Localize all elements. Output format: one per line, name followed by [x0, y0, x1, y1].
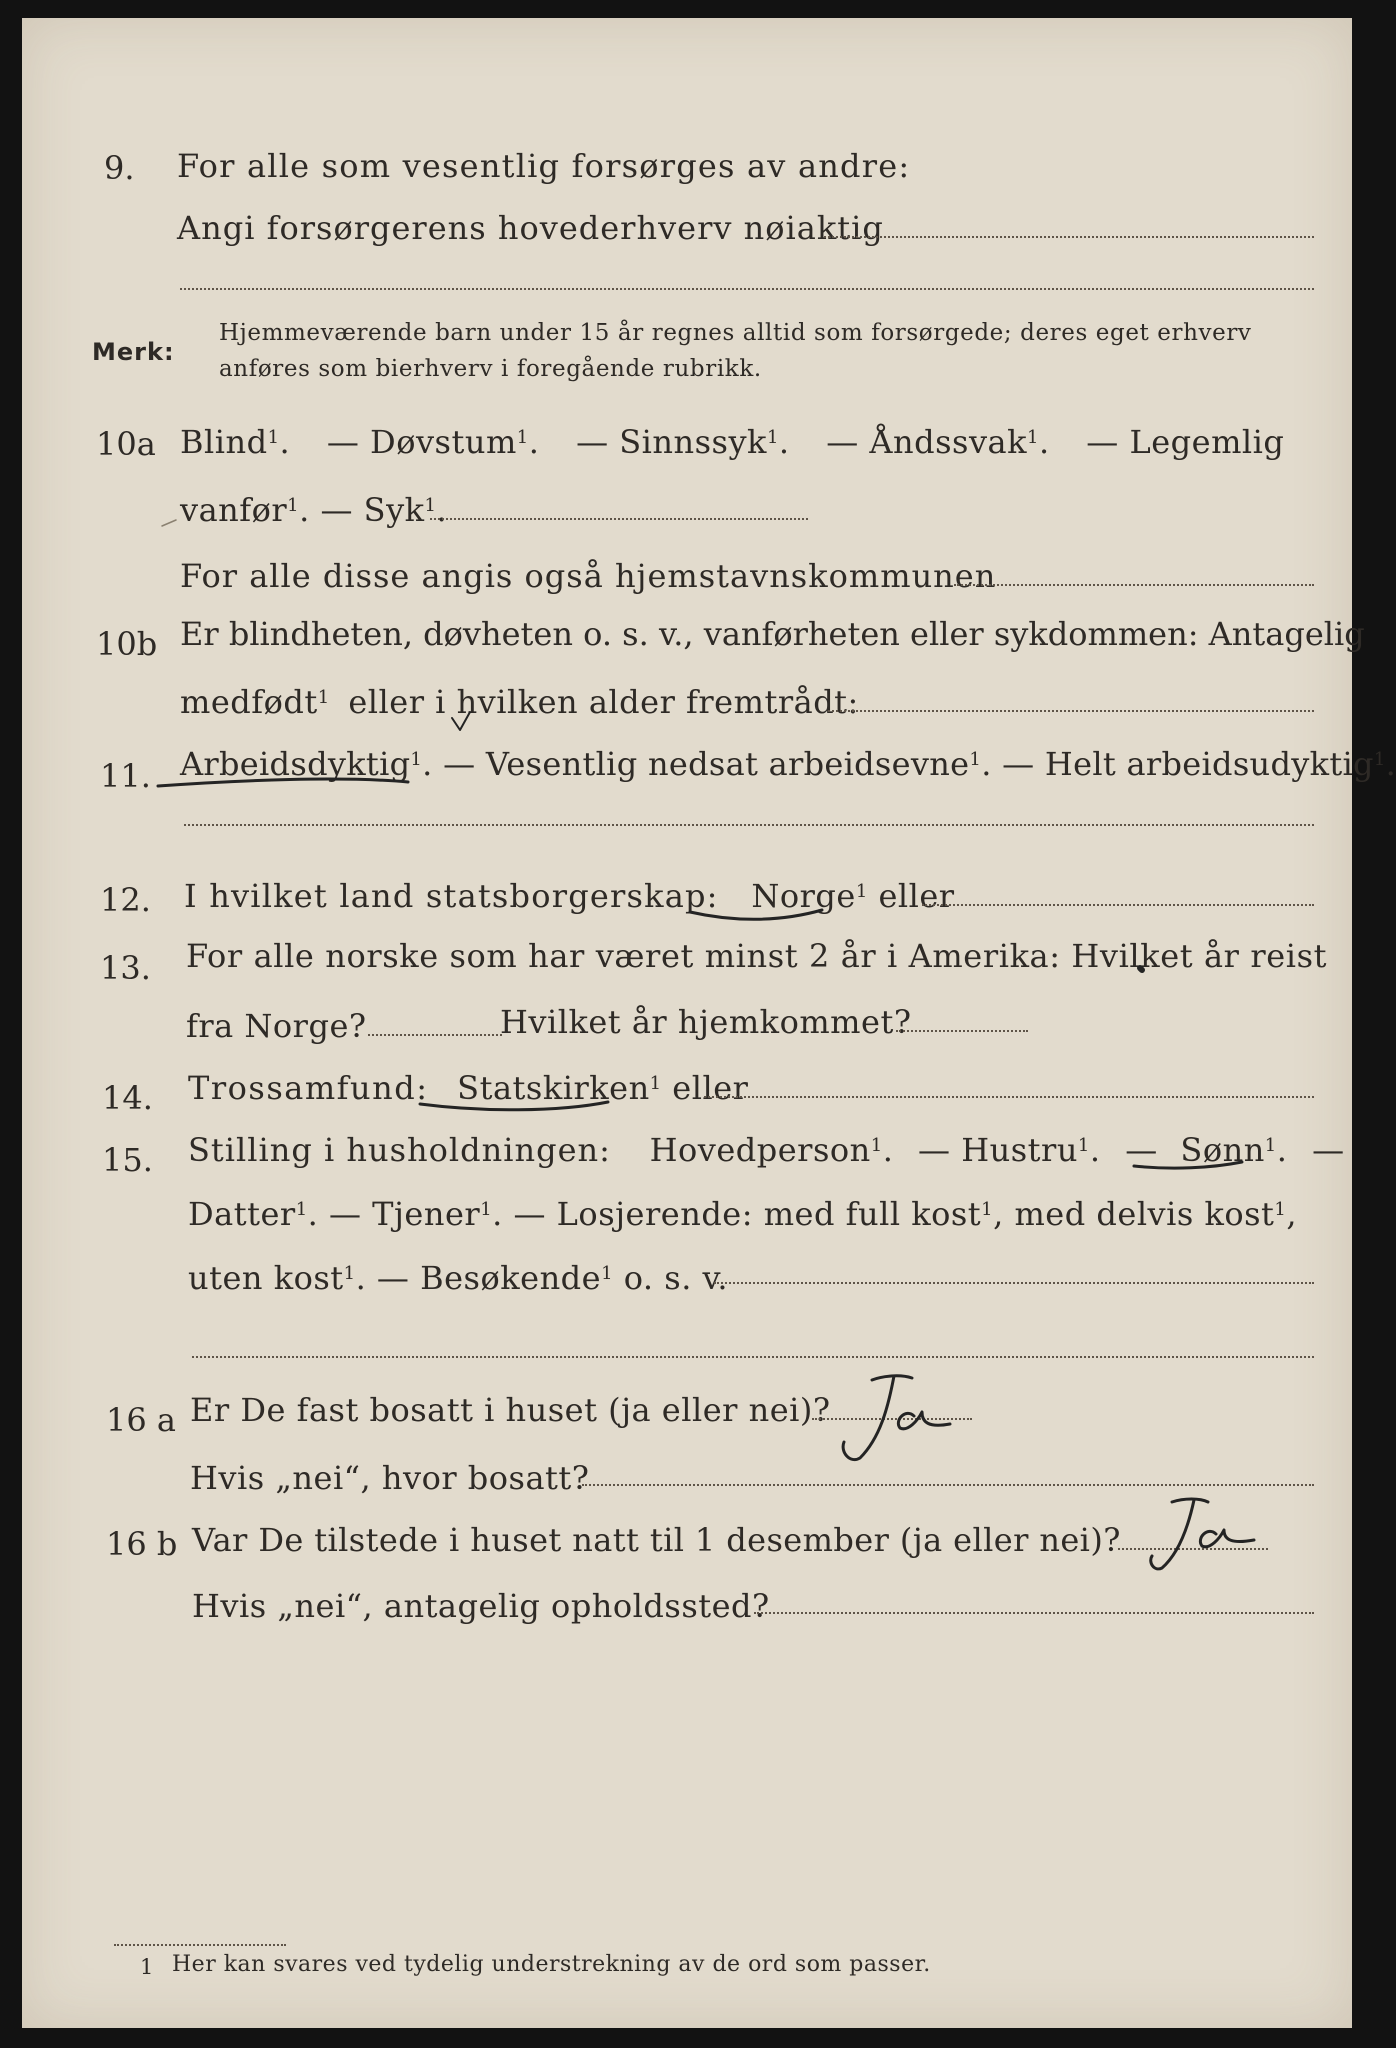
option-datter: Datter — [188, 1195, 296, 1233]
ink-stroke — [162, 520, 176, 526]
q10a-line2: vanfør$^1$. — Syk$^1$. — [180, 491, 448, 529]
q10a-line1: Blind$^1$. — Døvstum$^1$. — Sinnssyk$^1$. — Åndssvak$^1$. — Legemlig — [180, 423, 1285, 461]
q10b-line1: Er blindheten, døvheten o. s. v., vanførheten eller sykdommen: Antagelig — [180, 615, 1365, 653]
q12-line: I hvilket land statsborgerskap: Norge$^1$ eller — [184, 877, 955, 915]
footnote-text: Her kan svares ved tydelig understrekning av de ord som passer. — [172, 1952, 931, 1977]
option-legemlig: — Legemlig — [1086, 423, 1285, 461]
answer-16b-ja — [1151, 1499, 1254, 1569]
q15-line2: Datter$^1$. — Tjener$^1$. — Losjerende: med full kost$^1$, med delvis kost$^1$, — [188, 1195, 1298, 1233]
option-hovedperson: Hovedperson — [649, 1131, 871, 1169]
merk-line1: Hjemmeværende barn under 15 år regnes alltid som forsørgede; deres eget erhverv — [219, 320, 1252, 346]
q11-line1: Arbeidsdyktig$^1$. — Vesentlig nedsat arbeidsevne$^1$. — Helt arbeidsudyktig$^1$. — [180, 745, 1396, 783]
underline-arbeidsdyktig — [158, 779, 408, 786]
q13-line2b: Hvilket år hjemkommet? — [500, 1003, 912, 1041]
underline-statskirken — [420, 1102, 608, 1110]
q9-line2: Angi forsørgerens hovederhverv nøiaktig — [177, 209, 884, 247]
q10a-line3: For alle disse angis også hjemstavnskommunen — [180, 557, 997, 595]
q13-line2a: fra Norge? — [186, 1007, 367, 1045]
option-nedsat: — Vesentlig nedsat arbeidsevne — [443, 745, 970, 783]
ink-dot — [1140, 968, 1142, 970]
q14-eller: eller — [672, 1069, 749, 1107]
option-blind: Blind — [180, 423, 268, 461]
q12-number: 12. — [100, 881, 151, 919]
option-sonn: Sønn — [1180, 1131, 1265, 1169]
option-losjerende: — Losjerende: med full kost — [513, 1195, 982, 1233]
q9-number: 9. — [104, 149, 135, 187]
option-syk: — Syk — [320, 491, 425, 529]
underline-sonn — [1134, 1162, 1242, 1168]
q15-question: Stilling i husholdningen: — [188, 1131, 611, 1169]
q13-number: 13. — [100, 949, 151, 987]
q14-number: 14. — [102, 1079, 153, 1117]
underline-norge — [690, 910, 822, 919]
q10b-question: eller i hvilken alder fremtrådt: — [348, 683, 859, 721]
merk-label: Merk: — [92, 338, 175, 366]
q12-question: I hvilket land statsborgerskap: — [184, 877, 719, 915]
footnote-mark: 1 — [140, 1955, 154, 1979]
option-hustru: — Hustru — [918, 1131, 1078, 1169]
q16a-line2: Hvis „nei“, hvor bosatt? — [190, 1459, 590, 1497]
option-uten-kost: uten kost — [188, 1259, 344, 1297]
q15-number: 15. — [102, 1141, 153, 1179]
q15-osv: o. s. v. — [623, 1259, 728, 1297]
q16b-line1: Var De tilstede i huset natt til 1 desember (ja eller nei)? — [192, 1521, 1121, 1559]
q10b-line2: medfødt$^1$ eller i hvilken alder fremtrådt: — [180, 683, 859, 721]
q14-question: Trossamfund: — [188, 1069, 429, 1107]
option-andssvak: — Åndssvak — [826, 423, 1027, 461]
q9-line1: For alle som vesentlig forsørges av andre: — [177, 147, 911, 185]
option-sinnssyk: — Sinnssyk — [576, 423, 767, 461]
option-vanfor: vanfør — [180, 491, 288, 529]
q10a-number: 10a — [96, 425, 156, 463]
merk-line2: anføres som bierhverv i foregående rubrikk. — [219, 356, 762, 382]
option-statskirken: Statskirken — [457, 1069, 650, 1107]
q16b-number: 16 b — [106, 1525, 178, 1563]
option-udyktig: — Helt arbeidsudyktig — [1002, 745, 1374, 783]
q12-eller: eller — [878, 877, 955, 915]
option-delvis-kost: , med delvis kost — [993, 1195, 1275, 1233]
option-dovstum: — Døvstum — [326, 423, 517, 461]
q14-line: Trossamfund: Statskirken$^1$ eller — [188, 1069, 749, 1107]
q16a-number: 16 a — [106, 1401, 176, 1439]
q15-line1: Stilling i husholdningen: Hovedperson$^1$. — Hustru$^1$. — Sønn$^1$. — — [188, 1131, 1345, 1169]
option-arbeidsdyktig: Arbeidsdyktig — [180, 745, 411, 783]
q15-line3: uten kost$^1$. — Besøkende$^1$ o. s. v. — [188, 1259, 728, 1297]
q15-dash: — — [1312, 1131, 1345, 1169]
q16a-line1: Er De fast bosatt i huset (ja eller nei)? — [190, 1391, 831, 1429]
q11-number: 11. — [100, 757, 151, 795]
option-medfodt: medfødt — [180, 683, 318, 721]
check-mark — [452, 712, 470, 730]
option-norge: Norge — [751, 877, 856, 915]
option-tjener: — Tjener — [328, 1195, 481, 1233]
option-besokende: — Besøkende — [376, 1259, 602, 1297]
q10b-number: 10b — [96, 625, 158, 663]
answer-16a-ja — [843, 1376, 950, 1460]
handwriting-overlay — [22, 18, 1352, 2028]
census-form-page — [22, 18, 1396, 2028]
q16b-line2: Hvis „nei“, antagelig opholdssted? — [192, 1587, 770, 1625]
q13-line1: For alle norske som har været minst 2 år i Amerika: Hvilket år reist — [186, 937, 1328, 975]
